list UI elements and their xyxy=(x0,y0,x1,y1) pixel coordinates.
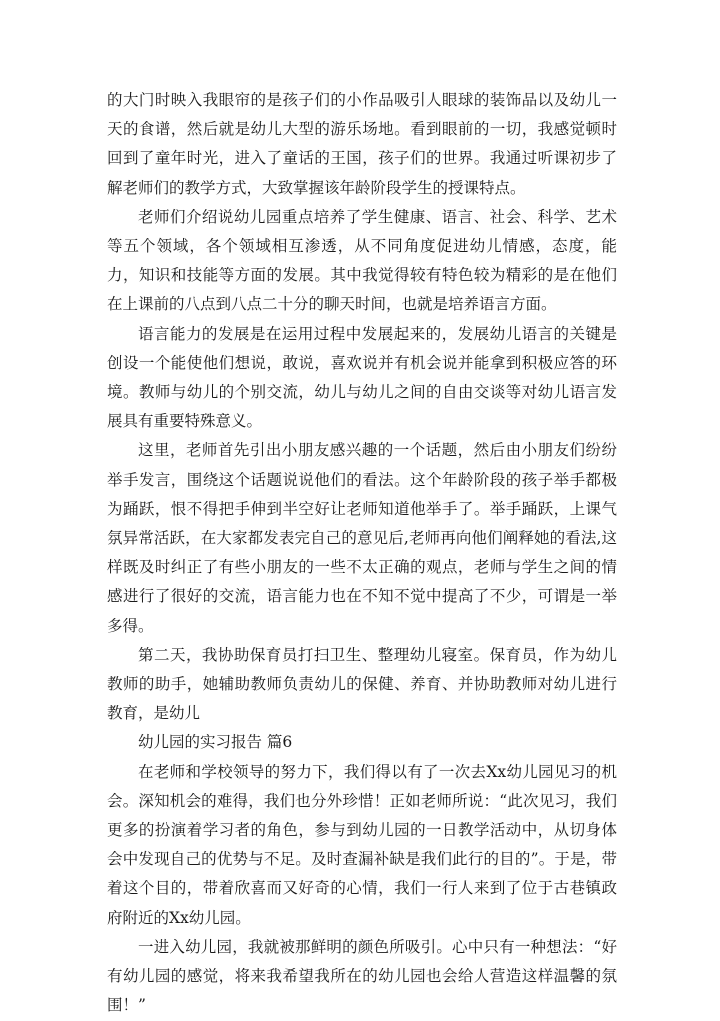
paragraph-continuation: 的大门时映入我眼帘的是孩子们的小作品吸引人眼球的装饰品以及幼儿一天的食谱，然后就是幼儿大型的游乐场地。看到眼前的一切，我感觉顿时回到了童年时光，进入了童话的王国，孩子们的世界。我通过听课初步了解老师们的教学方式，大致掌握该年龄阶段学生的授课特点。 xyxy=(107,91,617,197)
paragraph: 这里，老师首先引出小朋友感兴趣的一个话题，然后由小朋友们纷纷举手发言，围绕这个话题说说他们的看法。这个年龄阶段的孩子举手都极为踊跃，恨不得把手伸到半空好让老师知道他举手了。举手踊跃，上课气氛异常活跃，在大家都发表完自己的意见后,老师再向他们阐释她的看法,这样既及时纠正了有些小朋友的一些不太正确的观点，老师与学生之间的情感进行了很好的交流，语言能力也在不知不觉中提高了不少，可谓是一举多得。 xyxy=(107,441,617,635)
section-heading: 幼儿园的实习报告 篇6 xyxy=(138,733,293,752)
paragraph: 老师们介绍说幼儿园重点培养了学生健康、语言、社会、科学、艺术等五个领域，各个领域相互渗透，从不同角度促进幼儿情感，态度，能力，知识和技能等方面的发展。其中我觉得较有特色较为精彩的是在他们在上课前的八点到八点二十分的聊天时间，也就是培养语言方面。 xyxy=(107,207,617,314)
paragraph: 第二天，我协助保育员打扫卫生、整理幼儿寝室。保育员，作为幼儿教师的助手，她辅助教师负责幼儿的保健、养育、并协助教师对幼儿进行教育，是幼儿 xyxy=(107,645,617,723)
paragraph: 在老师和学校领导的努力下，我们得以有了一次去Xx幼儿园见习的机会。深知机会的难得，我们也分外珍惜！正如老师所说：“此次见习，我们更多的扮演着学习者的角色，参与到幼儿园的一日教学活动中，从切身体会中发现自己的优势与不足。及时查漏补缺是我们此行的目的”。于是，带着这个目的，带着欣喜而又好奇的心情，我们一行人来到了位于古巷镇政府附近的Xx幼儿园。 xyxy=(107,762,617,927)
document-body xyxy=(107,86,617,1021)
paragraph: 一进入幼儿园，我就被那鲜明的颜色所吸引。心中只有一种想法：“好有幼儿园的感觉，将来我希望我所在的幼儿园也会给人营造这样温馨的氛围！” xyxy=(107,937,617,1015)
paragraph: 语言能力的发展是在运用过程中发展起来的，发展幼儿语言的关键是创设一个能使他们想说，敢说，喜欢说并有机会说并能拿到积极应答的环境。教师与幼儿的个别交流，幼儿与幼儿之间的自由交谈等对幼儿语言发展具有重要特殊意义。 xyxy=(107,324,617,431)
